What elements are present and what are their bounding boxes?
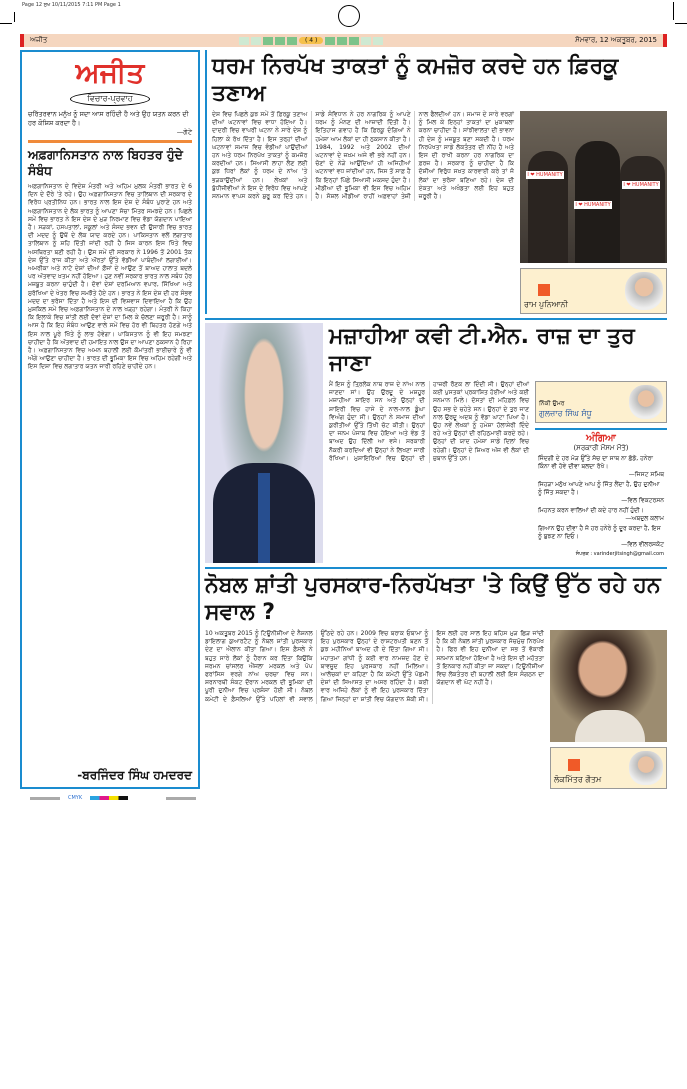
middle-article-aside [535, 381, 667, 560]
author-photo [629, 751, 663, 785]
author-photo [629, 385, 663, 419]
page-number: ( 4 ) [299, 37, 323, 44]
byline-square-icon [568, 759, 580, 771]
registration-mark-icon [338, 5, 360, 27]
contact-email: ਸੰਪਰਕ : varinderjitsingh@gmail.com [575, 551, 664, 557]
author-name: ਲੋਕਮਿੱਤਰ ਗੌਤਮ [554, 775, 602, 784]
gray-bar [166, 797, 196, 800]
page-header [20, 34, 667, 47]
author-name: ਗੁਲਜ਼ਾਰ ਸਿੰਘ ਸੰਧੂ [539, 409, 592, 418]
crop-mark [14, 12, 15, 22]
header-date: ਸੋਮਵਾਰ, 12 ਅਕਤੂਬਰ, 2015 [575, 36, 657, 44]
middle-article [205, 318, 667, 563]
quote-text: ਮਿਹਨਤ ਕਰਨ ਵਾਲਿਆਂ ਦੀ ਕਦੇ ਹਾਰ ਨਹੀਂ ਹੁੰਦੀ। [538, 507, 644, 514]
quote-text: ਜਿੰਦਗੀ ਦੇ ਹਰ ਮੋੜ ਉੱਤੇ ਸੱਚ ਦਾ ਸਾਥ ਨਾ ਛੱਡੋ, ਹਨੇਰਾ ਕਿੰਨਾ ਵੀ ਹੋਵੇ ਦੀਵਾ ਬਲਦਾ ਰੱਖੋ। [538, 455, 653, 470]
quote-author: —ਗੇਟੇ [176, 128, 192, 136]
protest-sign: I ❤ HUMANITY [527, 172, 563, 178]
header-strip [239, 37, 383, 45]
articles-area [205, 50, 667, 789]
editorial-column [20, 50, 200, 789]
masthead-logo: ਅਜੀਤ [75, 56, 145, 89]
quote-text: ਗਿਆਨ ਉਹ ਦੀਵਾ ਹੈ ਜੋ ਹਰ ਹਨੇਰੇ ਨੂੰ ਦੂਰ ਕਰਦਾ ਹੈ, ਇਸ ਨੂੰ ਬੁਝਣ ਨਾ ਦਿਓ। [538, 525, 661, 540]
bottom-article-aside [550, 630, 667, 789]
quote-text: ਜਿਹੜਾ ਮਨੁੱਖ ਆਪਣੇ ਆਪ ਨੂੰ ਜਿੱਤ ਲੈਂਦਾ ਹੈ, ਉਹ ਦੁਨੀਆ ਨੂੰ ਜਿੱਤ ਸਕਦਾ ਹੈ। [538, 481, 660, 496]
quote-of-day [28, 110, 192, 143]
header-paper-name: ਅਜੀਤ [30, 36, 48, 44]
top-article [205, 50, 667, 314]
quote-text: ਚਰਿੱਤਰਵਾਨ ਮਨੁੱਖ ਨੂੰ ਸਦਾ ਆਸ ਰਹਿੰਦੀ ਹੈ ਅਤੇ ਉਹ ਯਤਨ ਕਰਨ ਦੀ ਹਰ ਕੋਸ਼ਿਸ਼ ਕਰਦਾ ਹੈ। [28, 110, 189, 127]
quote-author: —ਵਿਲ ਵਿਕਟਰਸਨ [621, 497, 664, 504]
bottom-article [205, 567, 667, 789]
editorial-body: ਅਫ਼ਗਾਨਿਸਤਾਨ ਦੇ ਵਿਦੇਸ਼ ਮੰਤਰੀ ਅਤੇ ਅਹਿਮ ਮੁਲਕ ਮੰਤਰੀ ਭਾਰਤ ਦੇ 6 ਦਿਨ ਦੇ ਦੌਰੇ 'ਤੇ ਰਹੇ। ਉਹ ਅਫ਼ਗਾਨਿਸਤਾਨ ਵਿਚ ਤਾਲਿਬਾਨ ਦੀ ਸਰਕਾਰ ਦੇ ਵਿਰੋਧ ਪ੍ਰਤੀਨਿਧ ਹਨ। ਭਾਰਤ ਨਾਲ ਇਸ ਦੇਸ਼ ਦੇ ਸੰਬੰਧ ਪੁਰਾਣੇ ਹਨ ਅਤੇ ਅਫ਼ਗਾਨਿਸਤਾਨ ਦੇ ਲੋਕ ਭਾਰਤ ਨੂੰ ਆਪਣਾ ਸੱਚਾ ਮਿੱਤਰ ਸਮਝਦੇ ਹਨ। ਪਿਛਲੇ ਸਮੇਂ ਵਿਚ ਭਾਰਤ ਨੇ ਇਸ ਦੇਸ਼ ਦੇ ਮੁੜ ਨਿਰਮਾਣ ਵਿਚ ਵੱਡਾ ਯੋਗਦਾਨ ਪਾਇਆ ਹੈ। ਸੜਕਾਂ, ਹਸਪਤਾਲਾਂ, ਸਕੂਲਾਂ ਅਤੇ ਸੰਸਦ ਭਵਨ ਦੀ ਉਸਾਰੀ ਵਿਚ ਭਾਰਤ ਦੀ ਮਦਦ ਨੂੰ ਉਥੋਂ ਦੇ ਲੋਕ ਯਾਦ ਕਰਦੇ ਹਨ। ਪਾਕਿਸਤਾਨ ਵਲੋਂ ਲਗਾਤਾਰ ਤਾਲਿਬਾਨ ਨੂੰ ਸ਼ਹਿ ਦਿੱਤੀ ਜਾਂਦੀ ਰਹੀ ਹੈ ਜਿਸ ਕਾਰਨ ਇਸ ਖਿੱਤੇ ਵਿਚ ਅਸਥਿਰਤਾ ਬਣੀ ਰਹੀ ਹੈ। ਉਸ ਸਮੇਂ ਦੀ ਸਰਕਾਰ ਨੇ 1996 ਤੋਂ 2001 ਤੱਕ ਦੇਸ਼ ਉੱਤੇ ਰਾਜ ਕੀਤਾ ਅਤੇ ਔਰਤਾਂ ਉੱਤੇ ਵੱਡੀਆਂ ਪਾਬੰਦੀਆਂ ਲਗਾਈਆਂ। ਅਮਰੀਕਾ ਅਤੇ ਨਾਟੋ ਦੇਸ਼ਾਂ ਦੀਆਂ ਫ਼ੌਜਾਂ ਦੇ ਆਉਣ ਤੋਂ ਬਾਅਦ ਹਾਲਾਤ ਬਦਲੇ ਪਰ ਅੱਤਵਾਦ ਖ਼ਤਮ ਨਹੀਂ ਹੋਇਆ। ਹੁਣ ਨਵੀਂ ਸਰਕਾਰ ਭਾਰਤ ਨਾਲ ਸਬੰਧ ਹੋਰ ਮਜ਼ਬੂਤ ਕਰਨਾ ਚਾਹੁੰਦੀ ਹੈ। ਦੋਵਾਂ ਦੇਸ਼ਾਂ ਦਰਮਿਆਨ ਵਪਾਰ, ਸਿੱਖਿਆ ਅਤੇ ਸੁਰੱਖਿਆ ਦੇ ਖੇਤਰ ਵਿਚ ਸਮਝੌਤੇ ਹੋਏ ਹਨ। ਭਾਰਤ ਨੇ ਇਸ ਦੇਸ਼ ਦੀ ਹਰ ਸੰਭਵ ਮਦਦ ਦਾ ਭਰੋਸਾ ਦਿੱਤਾ ਹੈ ਅਤੇ ਇਸ ਦੀ ਵਿਸ਼ਵਾਸ ਦਿਵਾਇਆ ਹੈ ਕਿ ਉਹ ਮੁਸ਼ਕਿਲ ਸਮੇਂ ਵਿਚ ਅਫ਼ਗਾਨਿਸਤਾਨ ਦੇ ਨਾਲ ਖੜ੍ਹਾ ਰਹੇਗਾ। ਮੰਤਰੀ ਨੇ ਕਿਹਾ ਕਿ ਇਲਾਕੇ ਵਿਚ ਸ਼ਾਂਤੀ ਲਈ ਦੋਵਾਂ ਦੇਸ਼ਾਂ ਦਾ ਮਿਲ ਕੇ ਚੱਲਣਾ ਜ਼ਰੂਰੀ ਹੈ। ਸਾਨੂੰ ਆਸ ਹੈ ਕਿ ਇਹ ਸੰਬੰਧ ਆਉਣ ਵਾਲੇ ਸਮੇਂ ਵਿਚ ਹੋਰ ਵੀ ਬਿਹਤਰ ਹੋਣਗੇ ਅਤੇ ਇਸ ਨਾਲ ਪੂਰੇ ਖਿੱਤੇ ਨੂੰ ਲਾਭ ਹੋਵੇਗਾ। ਪਾਕਿਸਤਾਨ ਨੂੰ ਵੀ ਇਹ ਸਮਝਣਾ ਚਾਹੀਦਾ ਹੈ ਕਿ ਅੱਤਵਾਦ ਦੀ ਹਮਾਇਤ ਨਾਲ ਉਸ ਦਾ ਆਪਣਾ ਨੁਕਸਾਨ ਹੋ ਰਿਹਾ ਹੈ। ਅਫ਼ਗਾਨਿਸਤਾਨ ਵਿਚ ਅਮਨ ਬਹਾਲੀ ਲਈ ਕੌਮਾਂਤਰੀ ਭਾਈਚਾਰੇ ਨੂੰ ਵੀ ਅੱਗੇ ਆਉਣਾ ਚਾਹੀਦਾ ਹੈ। ਭਾਰਤ ਦੀ ਭੂਮਿਕਾ ਇਸ ਵਿਚ ਅਹਿਮ ਰਹੇਗੀ ਅਤੇ ਇਸ ਦਿਸ਼ਾ ਵਿਚ ਲਗਾਤਾਰ ਯਤਨ ਜਾਰੀ ਰਹਿਣੇ ਚਾਹੀਦੇ ਹਨ। [28, 183, 192, 371]
editorial-headline: ਅਫ਼ਗਾਨਿਸਤਾਨ ਨਾਲ ਬਿਹਤਰ ਹੁੰਦੇ ਸੰਬੰਧ [28, 147, 183, 178]
color-bar-label: CMYK [68, 795, 83, 801]
quote-author: —ਵਿਲ ਵੀਲਰਸਕੋਟ [621, 541, 664, 548]
crop-mark [675, 23, 687, 24]
protest-sign: I ❤ HUMANITY [623, 182, 659, 188]
editorial-signature: -ਬਰਜਿੰਦਰ ਸਿੰਘ ਹਮਦਰਦ [77, 768, 192, 782]
author-photo [625, 272, 663, 310]
page-body [20, 50, 667, 789]
quotes-box [535, 428, 667, 560]
top-article-headline: ਧਰਮ ਨਿਰਪੱਖ ਤਾਕਤਾਂ ਨੂੰ ਕਮਜ਼ੋਰ ਕਰਦੇ ਹਨ ਫ਼ਿਰਕੂ ਤਣਾਅ [212, 54, 619, 106]
top-article-body: ਦੇਸ਼ ਵਿਚ ਪਿਛਲੇ ਕੁਝ ਸਮੇਂ ਤੋਂ ਫ਼ਿਰਕੂ ਤਣਾਅ ਦੀਆਂ ਘਟਨਾਵਾਂ ਵਿਚ ਵਾਧਾ ਹੋਇਆ ਹੈ। ਦਾਦਰੀ ਵਿਚ ਵਾਪਰੀ ਘਟਨਾ ਨੇ ਸਾਰੇ ਦੇਸ਼ ਨੂੰ ਹਿਲਾ ਕੇ ਰੱਖ ਦਿੱਤਾ ਹੈ। ਇਸ ਤਰ੍ਹਾਂ ਦੀਆਂ ਘਟਨਾਵਾਂ ਸਮਾਜ ਵਿਚ ਵੰਡੀਆਂ ਪਾਉਂਦੀਆਂ ਹਨ ਅਤੇ ਧਰਮ ਨਿਰਪੱਖ ਤਾਕਤਾਂ ਨੂੰ ਕਮਜ਼ੋਰ ਕਰਦੀਆਂ ਹਨ। ਸਿਆਸੀ ਲਾਹਾ ਲੈਣ ਲਈ ਕੁਝ ਧਿਰਾਂ ਲੋਕਾਂ ਨੂੰ ਧਰਮ ਦੇ ਨਾਂਅ 'ਤੇ ਭੜਕਾਉਂਦੀਆਂ ਹਨ। ਲੇਖਕਾਂ ਅਤੇ ਬੁੱਧੀਜੀਵੀਆਂ ਨੇ ਇਸ ਦੇ ਵਿਰੋਧ ਵਿਚ ਆਪਣੇ ਸਨਮਾਨ ਵਾਪਸ ਕਰਨੇ ਸ਼ੁਰੂ ਕਰ ਦਿੱਤੇ ਹਨ। ਸਾਡੇ ਸੰਵਿਧਾਨ ਨੇ ਹਰ ਨਾਗਰਿਕ ਨੂੰ ਆਪਣੇ ਧਰਮ ਨੂੰ ਮੰਨਣ ਦੀ ਆਜ਼ਾਦੀ ਦਿੱਤੀ ਹੈ। ਇਤਿਹਾਸ ਗਵਾਹ ਹੈ ਕਿ ਫ਼ਿਰਕੂ ਦੰਗਿਆਂ ਨੇ ਹਮੇਸ਼ਾ ਆਮ ਲੋਕਾਂ ਦਾ ਹੀ ਨੁਕਸਾਨ ਕੀਤਾ ਹੈ। 1984, 1992 ਅਤੇ 2002 ਦੀਆਂ ਘਟਨਾਵਾਂ ਦੇ ਜ਼ਖ਼ਮ ਅਜੇ ਵੀ ਭਰੇ ਨਹੀਂ ਹਨ। ਚੋਣਾਂ ਦੇ ਨੇੜੇ ਆਉਂਦਿਆਂ ਹੀ ਅਜਿਹੀਆਂ ਘਟਨਾਵਾਂ ਵਧ ਜਾਂਦੀਆਂ ਹਨ, ਜਿਸ ਤੋਂ ਸਾਫ਼ ਹੈ ਕਿ ਇਨ੍ਹਾਂ ਪਿੱਛੇ ਸਿਆਸੀ ਮਕਸਦ ਹੁੰਦਾ ਹੈ। ਮੀਡੀਆ ਦੀ ਭੂਮਿਕਾ ਵੀ ਇਸ ਵਿਚ ਅਹਿਮ ਹੈ। ਸੋਸ਼ਲ ਮੀਡੀਆ ਰਾਹੀਂ ਅਫ਼ਵਾਹਾਂ ਤੇਜ਼ੀ ਨਾਲ ਫੈਲਦੀਆਂ ਹਨ। ਸਮਾਜ ਦੇ ਸਾਰੇ ਵਰਗਾਂ ਨੂੰ ਮਿਲ ਕੇ ਇਨ੍ਹਾਂ ਤਾਕਤਾਂ ਦਾ ਮੁਕਾਬਲਾ ਕਰਨਾ ਚਾਹੀਦਾ ਹੈ। ਸਾਂਝੀਵਾਲਤਾ ਦੀ ਭਾਵਨਾ ਹੀ ਦੇਸ਼ ਨੂੰ ਮਜ਼ਬੂਤ ਬਣਾ ਸਕਦੀ ਹੈ। ਧਰਮ ਨਿਰਪੱਖਤਾ ਸਾਡੇ ਲੋਕਤੰਤਰ ਦੀ ਨੀਂਹ ਹੈ ਅਤੇ ਇਸ ਦੀ ਰਾਖੀ ਕਰਨਾ ਹਰ ਨਾਗਰਿਕ ਦਾ ਫ਼ਰਜ਼ ਹੈ। ਸਰਕਾਰ ਨੂੰ ਚਾਹੀਦਾ ਹੈ ਕਿ ਦੋਸ਼ੀਆਂ ਵਿਰੁੱਧ ਸਖ਼ਤ ਕਾਰਵਾਈ ਕਰੇ ਤਾਂ ਜੋ ਲੋਕਾਂ ਦਾ ਭਰੋਸਾ ਬਣਿਆ ਰਹੇ। ਦੇਸ਼ ਦੀ ਏਕਤਾ ਅਤੇ ਅਖੰਡਤਾ ਲਈ ਇਹ ਬਹੁਤ ਜ਼ਰੂਰੀ ਹੈ। [212, 111, 514, 201]
crop-mark [0, 23, 12, 24]
top-article-byline [520, 268, 667, 314]
quote-author: —ਜਿਸਟ ਸਮਿਥ [628, 471, 664, 478]
print-slug: Page 12 ਸੁਖ 10/11/2015 7:11 PM Page 1 [22, 2, 121, 8]
gray-bar [30, 797, 60, 800]
author-name: ਰਾਮ ਪੁਨਿਆਨੀ [524, 300, 568, 309]
quote-author: —ਅਬਦੁਲ ਕਲਾਮ [625, 515, 664, 522]
crop-mark [673, 2, 674, 20]
bottom-article-headline: ਨੋਬਲ ਸ਼ਾਂਤੀ ਪੁਰਸਕਾਰ-ਨਿਰਪੱਖਤਾ 'ਤੇ ਕਿਉਂ ਉੱਠ ਰਹੇ ਹਨ ਸਵਾਲ ? [205, 573, 661, 625]
top-article-photo [520, 111, 667, 263]
cmyk-bar [90, 796, 128, 800]
bottom-article-photo [550, 630, 667, 742]
middle-article-body: ਮੈਂ ਇਸ ਨੂੰ ਤ੍ਰਿਲੋਕ ਨਾਥ ਰਾਜ਼ ਦੇ ਨਾਂਅ ਨਾਲ ਜਾਣਦਾ ਸਾਂ। ਉਹ ਉਰਦੂ ਦੇ ਮਸ਼ਹੂਰ ਮਜ਼ਾਹੀਆ ਸ਼ਾਇਰ ਸਨ ਅਤੇ ਉਨ੍ਹਾਂ ਦੀ ਸ਼ਾਇਰੀ ਵਿਚ ਹਾਸੇ ਦੇ ਨਾਲ-ਨਾਲ ਡੂੰਘਾ ਵਿਅੰਗ ਹੁੰਦਾ ਸੀ। ਉਨ੍ਹਾਂ ਨੇ ਸਮਾਜ ਦੀਆਂ ਕੁਰੀਤੀਆਂ ਉੱਤੇ ਤਿੱਖੀ ਚੋਟ ਕੀਤੀ। ਉਨ੍ਹਾਂ ਦਾ ਜਨਮ ਪੰਜਾਬ ਵਿਚ ਹੋਇਆ ਅਤੇ ਵੰਡ ਤੋਂ ਬਾਅਦ ਉਹ ਦਿੱਲੀ ਆ ਵਸੇ। ਸਰਕਾਰੀ ਨੌਕਰੀ ਕਰਦਿਆਂ ਵੀ ਉਨ੍ਹਾਂ ਨੇ ਲਿਖਣਾ ਜਾਰੀ ਰੱਖਿਆ। ਮੁਸ਼ਾਇਰਿਆਂ ਵਿਚ ਉਨ੍ਹਾਂ ਦੀ ਹਾਜ਼ਰੀ ਰੌਣਕ ਲਾ ਦਿੰਦੀ ਸੀ। ਉਨ੍ਹਾਂ ਦੀਆਂ ਕਈ ਪੁਸਤਕਾਂ ਪ੍ਰਕਾਸ਼ਿਤ ਹੋਈਆਂ ਅਤੇ ਕਈ ਸਨਮਾਨ ਮਿਲੇ। ਦੋਸਤਾਂ ਦੀ ਮਹਿਫ਼ਲ ਵਿਚ ਉਹ ਸਭ ਦੇ ਚਹੇਤੇ ਸਨ। ਉਨ੍ਹਾਂ ਦੇ ਤੁਰ ਜਾਣ ਨਾਲ ਉਰਦੂ ਅਦਬ ਨੂੰ ਵੱਡਾ ਘਾਟਾ ਪਿਆ ਹੈ। ਉਹ ਨਵੇਂ ਲੇਖਕਾਂ ਨੂੰ ਹਮੇਸ਼ਾ ਹੱਲਾਸ਼ੇਰੀ ਦਿੰਦੇ ਰਹੇ ਅਤੇ ਉਨ੍ਹਾਂ ਦੀ ਰਹਿਨੁਮਾਈ ਕਰਦੇ ਰਹੇ। ਉਨ੍ਹਾਂ ਦੀ ਯਾਦ ਹਮੇਸ਼ਾ ਸਾਡੇ ਦਿਲਾਂ ਵਿਚ ਰਹੇਗੀ। ਉਨ੍ਹਾਂ ਦੇ ਸ਼ਿਅਰ ਅੱਜ ਵੀ ਲੋਕਾਂ ਦੀ ਜ਼ੁਬਾਨ ਉੱਤੇ ਹਨ। [329, 381, 529, 462]
bottom-article-body: 10 ਅਕਤੂਬਰ 2015 ਨੂੰ ਟਿਊਨੀਸ਼ੀਆ ਦੇ ਨੈਸ਼ਨਲ ਡਾਇਲਾਗ ਕੁਆਰਟੈਟ ਨੂੰ ਨੋਬਲ ਸ਼ਾਂਤੀ ਪੁਰਸਕਾਰ ਦੇਣ ਦਾ ਐਲਾਨ ਕੀਤਾ ਗਿਆ। ਇਸ ਫ਼ੈਸਲੇ ਨੇ ਬਹੁਤ ਸਾਰੇ ਲੋਕਾਂ ਨੂੰ ਹੈਰਾਨ ਕਰ ਦਿੱਤਾ ਕਿਉਂਕਿ ਜਰਮਨ ਚਾਂਸਲਰ ਐਂਜਲਾ ਮਰਕਲ ਅਤੇ ਪੋਪ ਫਰਾਂਸਿਸ ਵਰਗੇ ਨਾਂਅ ਚਰਚਾ ਵਿਚ ਸਨ। ਸ਼ਰਨਾਰਥੀ ਸੰਕਟ ਦੌਰਾਨ ਮਰਕਲ ਦੀ ਭੂਮਿਕਾ ਦੀ ਪੂਰੀ ਦੁਨੀਆ ਵਿਚ ਪ੍ਰਸ਼ੰਸਾ ਹੋਈ ਸੀ। ਨੋਬਲ ਕਮੇਟੀ ਦੇ ਫ਼ੈਸਲਿਆਂ ਉੱਤੇ ਪਹਿਲਾਂ ਵੀ ਸਵਾਲ ਉੱਠਦੇ ਰਹੇ ਹਨ। 2009 ਵਿਚ ਬਰਾਕ ਓਬਾਮਾ ਨੂੰ ਇਹ ਪੁਰਸਕਾਰ ਉਨ੍ਹਾਂ ਦੇ ਰਾਸ਼ਟਰਪਤੀ ਬਣਨ ਤੋਂ ਕੁਝ ਮਹੀਨਿਆਂ ਬਾਅਦ ਹੀ ਦੇ ਦਿੱਤਾ ਗਿਆ ਸੀ। ਮਹਾਤਮਾ ਗਾਂਧੀ ਨੂੰ ਕਈ ਵਾਰ ਨਾਮਜ਼ਦ ਹੋਣ ਦੇ ਬਾਵਜੂਦ ਇਹ ਪੁਰਸਕਾਰ ਨਹੀਂ ਮਿਲਿਆ। ਆਲੋਚਕਾਂ ਦਾ ਕਹਿਣਾ ਹੈ ਕਿ ਕਮੇਟੀ ਉੱਤੇ ਪੱਛਮੀ ਦੇਸ਼ਾਂ ਦੀ ਸਿਆਸਤ ਦਾ ਅਸਰ ਰਹਿੰਦਾ ਹੈ। ਕਈ ਵਾਰ ਅਜਿਹੇ ਲੋਕਾਂ ਨੂੰ ਵੀ ਇਹ ਪੁਰਸਕਾਰ ਦਿੱਤਾ ਗਿਆ ਜਿਨ੍ਹਾਂ ਦਾ ਸ਼ਾਂਤੀ ਵਿਚ ਯੋਗਦਾਨ ਸ਼ੱਕੀ ਸੀ। ਇਸ ਲਈ ਹਰ ਸਾਲ ਇਹ ਬਹਿਸ ਮੁੜ ਛਿੜ ਜਾਂਦੀ ਹੈ ਕਿ ਕੀ ਨੋਬਲ ਸ਼ਾਂਤੀ ਪੁਰਸਕਾਰ ਸੱਚਮੁੱਚ ਨਿਰਪੱਖ ਹੈ। ਫਿਰ ਵੀ ਇਹ ਦੁਨੀਆ ਦਾ ਸਭ ਤੋਂ ਵੱਕਾਰੀ ਸਨਮਾਨ ਬਣਿਆ ਹੋਇਆ ਹੈ ਅਤੇ ਇਸ ਦੀ ਮਹੱਤਤਾ ਤੋਂ ਇਨਕਾਰ ਨਹੀਂ ਕੀਤਾ ਜਾ ਸਕਦਾ। ਟਿਊਨੀਸ਼ੀਆ ਵਿਚ ਲੋਕਤੰਤਰ ਦੀ ਬਹਾਲੀ ਲਈ ਇਸ ਸੰਗਠਨ ਦਾ ਯੋਗਦਾਨ ਵੀ ਘੱਟ ਨਹੀਂ ਹੈ। [205, 630, 544, 703]
top-article-aside [520, 111, 667, 314]
protest-sign: I ❤ HUMANITY [575, 202, 611, 208]
byline-square-icon [538, 284, 550, 296]
color-bar [30, 795, 687, 801]
bottom-article-byline [550, 747, 667, 789]
quotes-box-subtitle: (ਸਰਕਾਰੀ ਮੌਸਮ ਮੌਤੇ) [573, 444, 629, 452]
middle-article-headline: ਮਜ਼ਾਹੀਆ ਕਵੀ ਟੀ.ਐਨ. ਰਾਜ਼ ਦਾ ਤੁਰ ਜਾਣਾ [329, 324, 635, 376]
byline-label: ਨਿੱਕੀ ਉਮਰ [539, 400, 565, 407]
section-label: ਵਿਚਾਰ-ਪ੍ਰਵਾਹ [70, 92, 150, 106]
quotes-box-title: ਅੰਗਿਆ [586, 433, 616, 444]
middle-article-byline [535, 381, 667, 423]
poet-photo [205, 323, 323, 563]
